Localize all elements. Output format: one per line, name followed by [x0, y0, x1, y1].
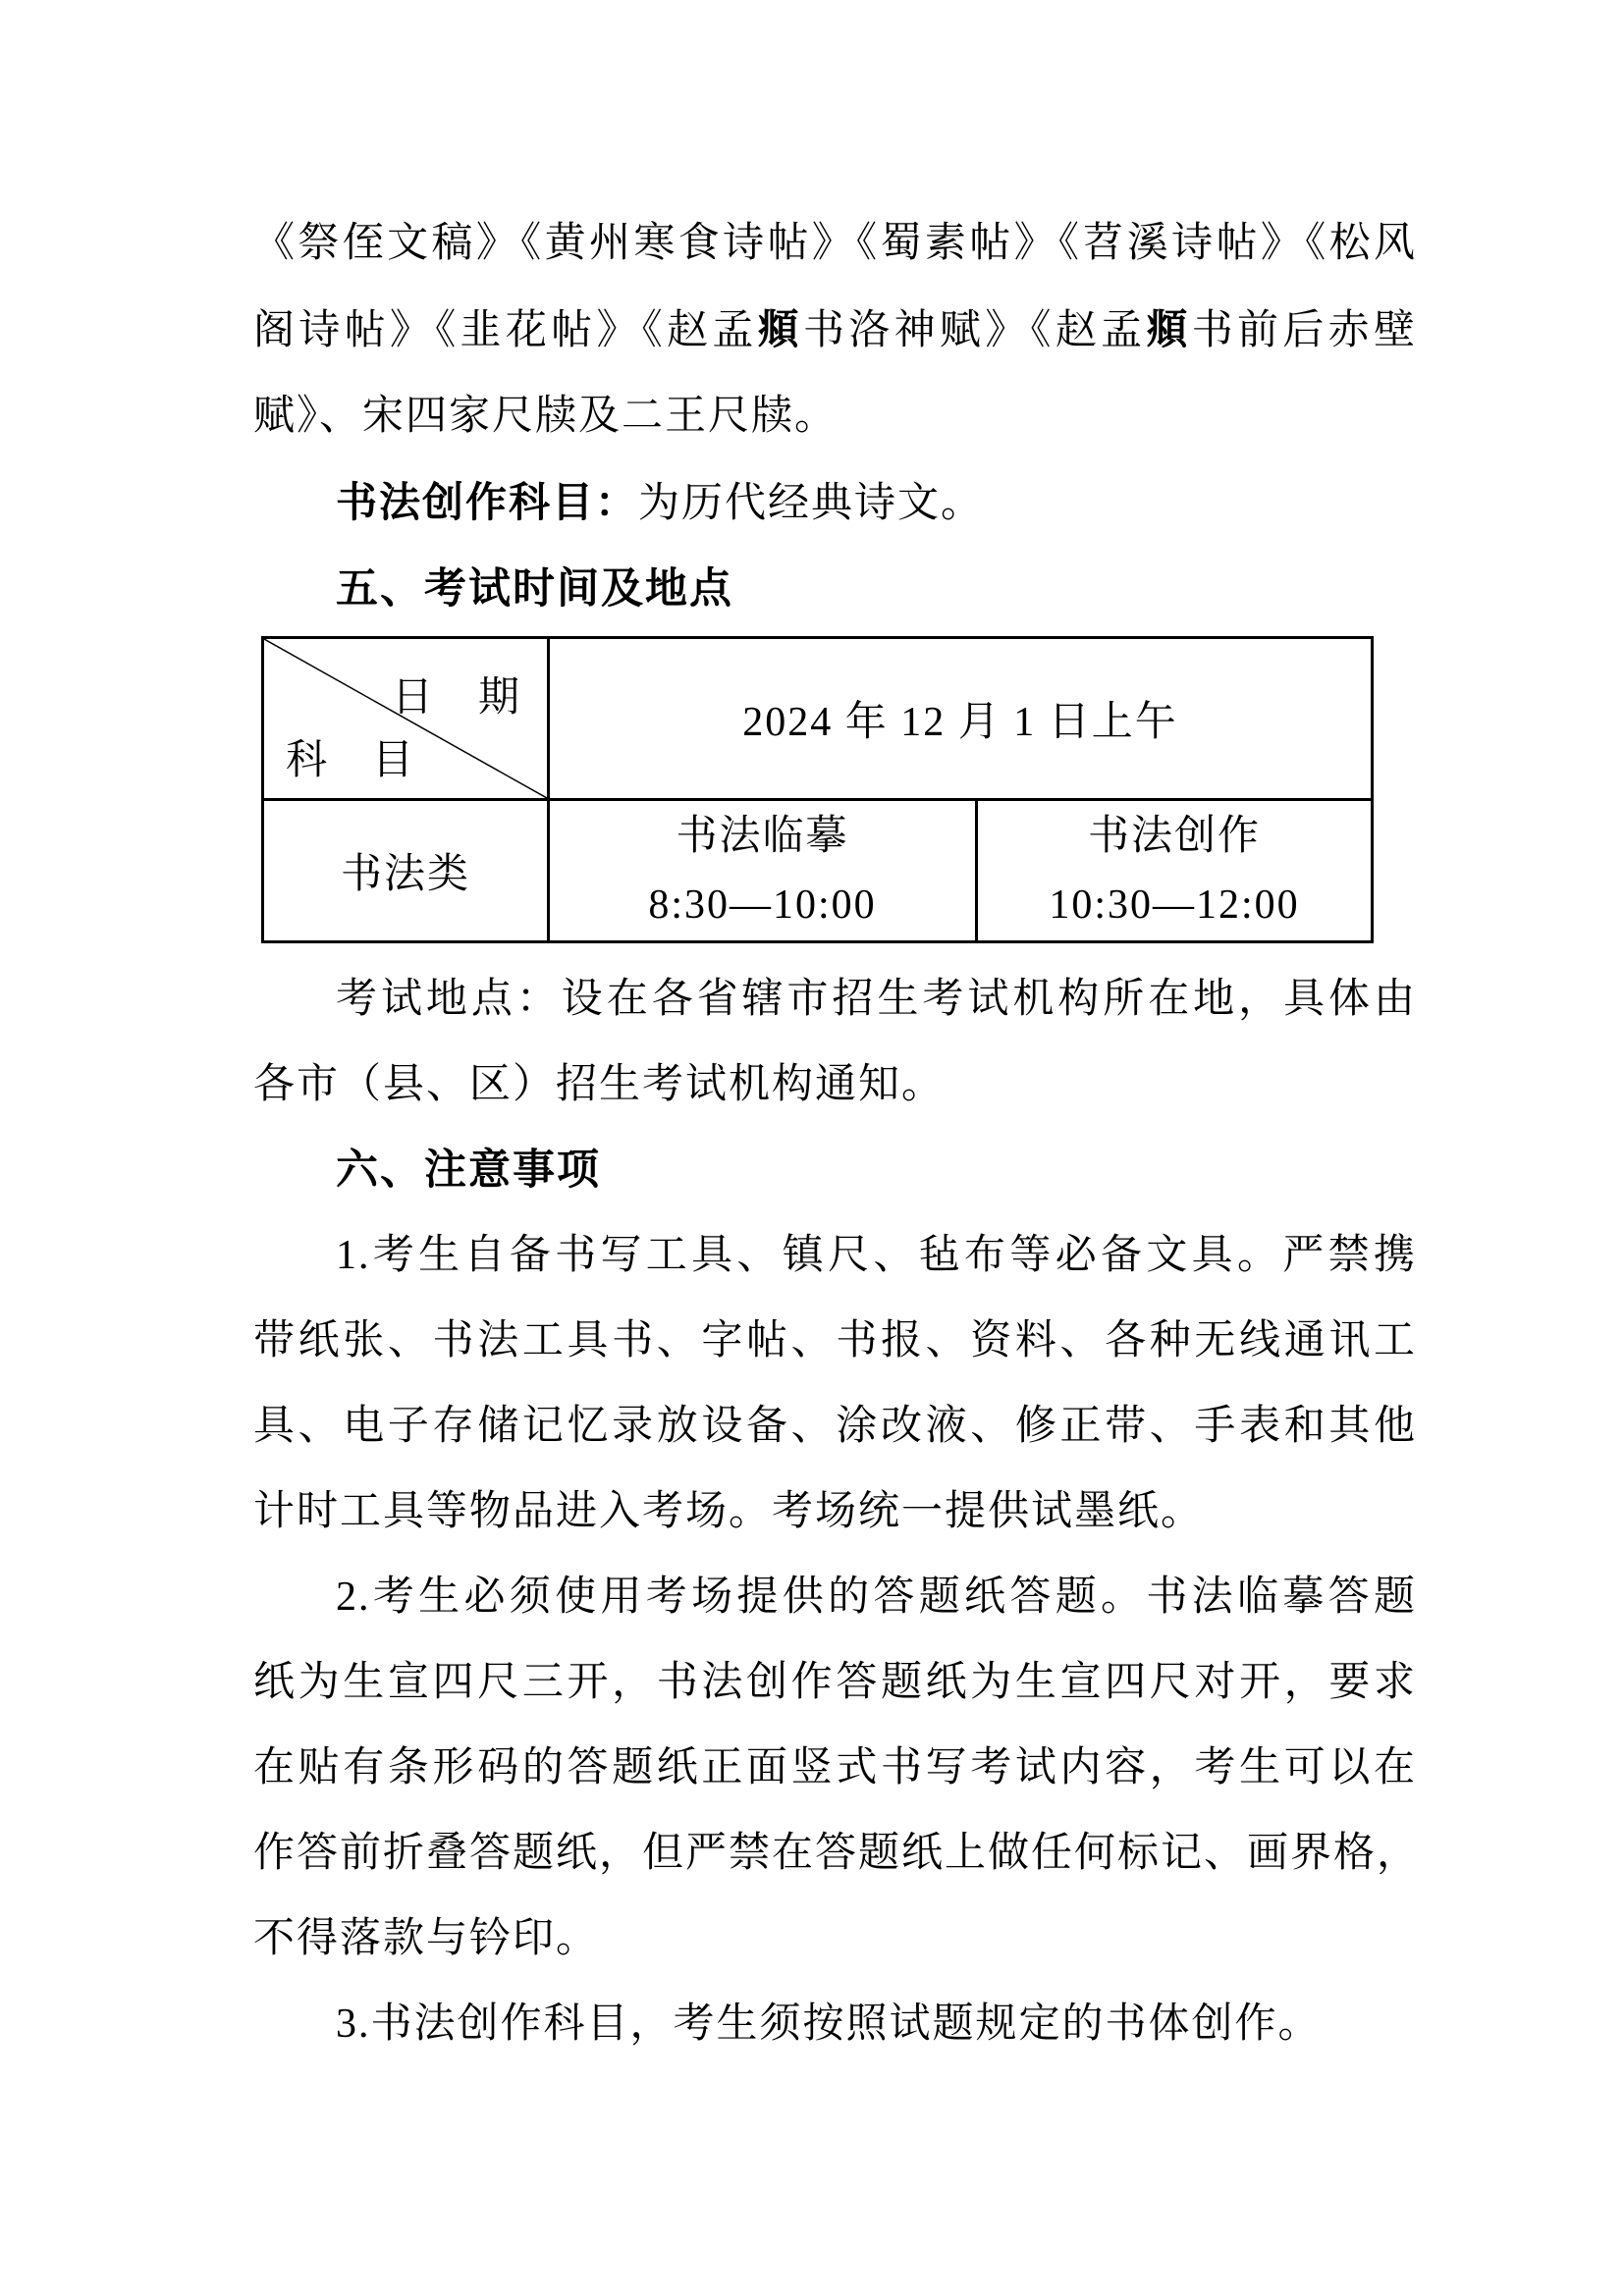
table-corner-cell — [263, 638, 549, 800]
text-line — [253, 547, 1417, 632]
fallback-glyph: 頫 — [1146, 305, 1192, 353]
text-line — [253, 1640, 1417, 1726]
text-line — [253, 374, 1417, 459]
text-segment: 带纸张、书法工具书、字帖、书报、资料、各种无线通讯工 — [253, 1318, 1417, 1363]
text-line — [253, 957, 1417, 1042]
para-creation-subject — [253, 459, 1417, 547]
table-data-row — [263, 800, 1373, 942]
text-line — [253, 1896, 1417, 1982]
category-cell: 书法类 — [263, 800, 549, 942]
text-segment: 《祭侄文稿》《黄州寒食诗帖》《蜀素帖》《苕溪诗帖》《松风 — [253, 221, 1417, 266]
text-segment: 在贴有条形码的答题纸正面竖式书写考试内容，考生可以在 — [253, 1745, 1417, 1790]
text-line — [253, 1384, 1417, 1469]
text-segment: 考试地点：设在各省辖市招生考试机构所在地，具体由 — [336, 977, 1417, 1022]
corner-subject-label: 科 目 — [286, 738, 416, 783]
text-line — [253, 459, 1417, 547]
text-segment: 作答前折叠答题纸，但严禁在答题纸上做任何标记、画界格， — [253, 1831, 1421, 1876]
bold-label: 书法创作科目： — [336, 479, 639, 525]
text-segment: 2.考生必须使用考场提供的答题纸答题。书法临摹答题 — [336, 1575, 1417, 1620]
text-segment: 3.书法创作科目，考生须按照试题规定的书体创作。 — [336, 2002, 1322, 2047]
text-line — [253, 1213, 1417, 1299]
session2-cell — [977, 800, 1373, 942]
text-block-after-table — [253, 957, 1421, 2067]
heading-section-5 — [253, 547, 1417, 632]
table-header-row — [263, 638, 1373, 800]
date-header-cell: 2024 年 12 月 1 日上午 — [549, 638, 1373, 800]
session1-title: 书法临摹 — [676, 814, 849, 859]
text-segment: 书洛神赋》《赵孟 — [802, 308, 1147, 353]
session2-time: 10:30—12:00 — [1049, 882, 1300, 928]
text-segment: 各市（县、区）招生考试机构通知。 — [253, 1062, 946, 1107]
text-segment: 纸为生宣四尺三开，书法创作答题纸为生宣四尺对开，要求 — [253, 1660, 1417, 1705]
session1-time: 8:30—10:00 — [648, 882, 877, 928]
text-segment: 阁诗帖》《韭花帖》《赵孟 — [253, 308, 758, 353]
text-line — [253, 1726, 1417, 1811]
text-segment: 五、考试时间及地点 — [336, 565, 733, 613]
heading-section-6 — [253, 1128, 1417, 1213]
text-segment: 计时工具等物品进入考场。考场统一提供试墨纸。 — [253, 1489, 1205, 1534]
text-line — [253, 1811, 1421, 1896]
text-segment: 不得落款与钤印。 — [253, 1916, 600, 1961]
text-line — [253, 1299, 1417, 1384]
text-line — [253, 1555, 1417, 1640]
para-note-3 — [253, 1982, 1417, 2067]
text-segment: 具、电子存储记忆录放设备、涂改液、修正带、手表和其他 — [253, 1404, 1417, 1449]
para-model-works — [253, 201, 1417, 459]
text-block-before-table — [253, 201, 1417, 632]
text-segment: 书前后赤壁 — [1191, 308, 1417, 353]
text-line — [253, 1128, 1417, 1213]
text-segment: 赋》、宋四家尺牍及二王尺牍。 — [253, 394, 839, 439]
session2-title: 书法创作 — [1088, 814, 1262, 859]
para-note-2 — [253, 1555, 1421, 1982]
text-line — [253, 287, 1417, 374]
text-segment: 为历代经典诗文。 — [638, 481, 985, 526]
text-segment: 1.考生自备书写工具、镇尺、毡布等必备文具。严禁携 — [336, 1233, 1417, 1278]
exam-schedule-table — [261, 636, 1374, 943]
text-line — [253, 1469, 1417, 1555]
text-line — [253, 1982, 1417, 2067]
text-line — [253, 1042, 1417, 1128]
corner-date-label: 日 期 — [391, 675, 521, 721]
fallback-glyph: 頫 — [757, 305, 803, 353]
document-content — [253, 201, 1421, 2067]
text-line — [253, 201, 1417, 287]
text-segment: 六、注意事项 — [336, 1147, 601, 1194]
para-exam-location — [253, 957, 1417, 1128]
para-note-1 — [253, 1213, 1417, 1555]
session1-cell — [549, 800, 977, 942]
